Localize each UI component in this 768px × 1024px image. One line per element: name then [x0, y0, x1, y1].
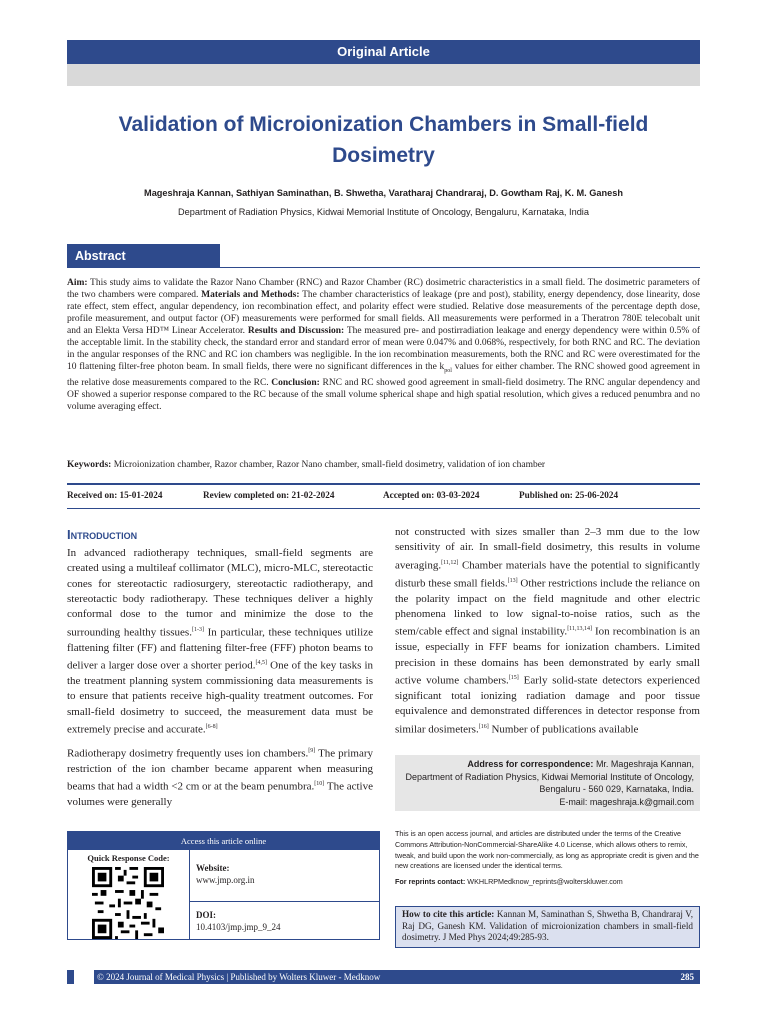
received-date: Received on: 15-01-2024: [67, 490, 163, 500]
intro-text: The active volumes were generally: [67, 781, 373, 809]
abstract-body: [67, 277, 700, 413]
header-grey-band: [67, 64, 700, 86]
access-box: [67, 831, 380, 940]
intro-text: Ion recombination is an issue, especially in FFF beams for ionization chambers. Limited precision in these domains has been demonstrated by early small active volume chambers.: [395, 626, 701, 687]
section-label: Original Article: [67, 40, 700, 64]
citation-box: [395, 906, 700, 948]
intro-text: One of the key tasks in the treatment planning system commissioning data measurements is to ensure that patients receive high-quality treatment outcomes. For small-field dosimetry to succeed, the measurement data must be extremely precise and accurate.: [67, 659, 373, 736]
reprints-email[interactable]: WKHLRPMedknow_reprints@wolterskluwer.com: [467, 877, 623, 887]
citation: [11,12]: [441, 559, 459, 566]
affiliation: Department of Radiation Physics, Kidwai Memorial Institute of Oncology, Bengaluru, Karnataka, India: [178, 207, 589, 217]
access-divider: [190, 901, 379, 902]
correspondence-line2: Bengaluru - 560 029, Karnataka, India.: [539, 784, 694, 794]
intro-text: Radiotherapy dosimetry frequently uses ion chambers.: [67, 747, 309, 760]
article-title: Validation of Microionization Chambers in Small-field Dosimetry: [118, 113, 649, 167]
results-label: Results and Discussion:: [247, 326, 345, 336]
citation: [16]: [478, 723, 489, 730]
methods-label: Materials and Methods:: [201, 290, 300, 300]
footer-copyright: © 2024 Journal of Medical Physics | Published by Wolters Kluwer - Medknow: [97, 972, 381, 982]
citation: [10]: [314, 781, 325, 788]
website-block: [196, 862, 255, 886]
intro-text: Number of publications available: [488, 723, 639, 736]
intro-text: Other restrictions include the reliance on the polarity impact on the field magnitude and other electric phenomena linked to low signal-to-noise ratios, such as the stem/cable effect and signal instability.: [395, 577, 700, 639]
footer-marker: [74, 970, 94, 984]
website-label: Website:: [196, 863, 230, 873]
citation: [6-8]: [205, 724, 218, 731]
conclusion-text: RNC and RC showed good agreement in small-field dosimetry. The RNC angular dependency and OF showed a superior response compared to the RC because of the small volume spherical shape and high spatial resolution, which gives a reduced penumbra and no volume averaging effect.: [67, 377, 701, 412]
aim-text: This study aims to validate the Razor Nano Chamber (RNC) and Razor Chamber (RC) dosimetric characteristics in a small field. The dosimetric parameters of the two chambers were compared.: [67, 278, 700, 300]
conclusion-label: Conclusion:: [271, 377, 320, 388]
review-date: Review completed on: 21-02-2024: [203, 490, 335, 500]
cite-text: Kannan M, Saminathan S, Shwetha B, Chandraraj V, Raj DG, Ganesh KM. Validation of microionization chambers in small-field dosimetry. J Med Phys 2024;49:285-93.: [402, 909, 693, 942]
abstract-heading: Abstract: [67, 244, 220, 268]
intro-paragraph-1: [67, 546, 373, 738]
dates-bar: [67, 483, 700, 509]
website-link[interactable]: www.jmp.org.in: [196, 875, 255, 885]
methods-text: The chamber characteristics of leakage (pre and post), stability, energy dependency, dose linearity, dose rate effect, stem effect, angular dependency, ion recombination effect, and polarity effect were studied. Relative dose measurements of the percentage depth dose, profile measurement, and output factor (OF) measurements were performed for small fields. All measurements were performed in a Theratron 780E telecobalt unit and an Elekta Versa HD™ Linear Accelerator.: [67, 290, 700, 336]
doi-link[interactable]: 10.4103/jmp.jmp_9_24: [196, 922, 281, 932]
intro-right-column: [395, 525, 700, 738]
intro-left-column: [67, 546, 373, 811]
license-text-block: [395, 829, 700, 888]
keywords-text: Microionization chamber, Razor chamber, Razor Nano chamber, small-field dosimetry, validation of ion chamber: [113, 460, 546, 470]
kpol-subscript: pol: [444, 367, 452, 374]
correspondence-name: Mr. Mageshraja Kannan,: [595, 759, 694, 769]
intro-text: Chamber materials have the potential to significantly disturb these small fields.: [395, 559, 700, 590]
doi-block: [196, 909, 281, 933]
citation: [1-3]: [191, 626, 204, 633]
footer-bar: [67, 970, 700, 984]
citation: [4,5]: [255, 660, 268, 667]
results-text-cont: values for either chamber. The RNC showed good agreement in the relative dose measurements compared to the RC.: [67, 362, 700, 388]
qr-label: Quick Response Code:: [87, 853, 170, 863]
intro-text: not constructed with sizes smaller than 2–3 mm due to the low sensitivity of air. In small-field dosimetry, this results in volume averaging.: [395, 526, 700, 572]
cite-label: How to cite this article:: [402, 909, 495, 919]
qr-cell: [68, 850, 190, 939]
page-number: 285: [680, 972, 694, 982]
intro-text: In advanced radiotherapy techniques, small-field segments are created using a multileaf collimator (MLC), micro-MLC, stereotactic cones for stereotactic radiosurgery, stereotactic radiotherapy, and stereotactic body radiotherapy. These techniques deliver a highly conformal dose to the tumor and minimize the dose to the surrounding healthy tissues.: [67, 547, 373, 639]
intro-text: In particular, these techniques utilize flattening filter (FF) and flattening filter-free (FFF) photon beams to deliver a larger dose over a shorter period.: [67, 626, 373, 672]
intro-text: The primary restriction of the ion chamber became apparent when measuring beams that had a width <2 cm or at the beam penumbra.: [67, 747, 373, 794]
citation: [11,13,14]: [567, 626, 592, 633]
author-list: Mageshraja Kannan, Sathiyan Saminathan, B. Shwetha, Varatharaj Chandraraj, D. Gowtham Raj, K. M. Ganesh: [144, 188, 623, 198]
access-heading: Access this article online: [68, 832, 379, 850]
keywords: [67, 460, 700, 470]
abstract-rule: [220, 267, 700, 268]
qr-code-icon[interactable]: [92, 867, 164, 939]
citation: [13]: [507, 577, 518, 584]
license-text: This is an open access journal, and articles are distributed under the terms of the Creative Commons Attribution-NonCommercial-ShareAlike 4.0 License, which allows others to remix, tweak, and build upon the work non-commercially, as long as appropriate credit is given and the new creations are licensed under the identical terms.: [395, 829, 699, 871]
introduction-heading: Introduction: [67, 527, 138, 542]
correspondence-line1: Department of Radiation Physics, Kidwai Memorial Institute of Oncology,: [405, 771, 694, 782]
aim-label: Aim:: [67, 278, 88, 288]
correspondence-email[interactable]: E-mail: mageshraja.k@gmail.com: [559, 796, 694, 807]
doi-label: DOI:: [196, 910, 216, 920]
accepted-date: Accepted on: 03-03-2024: [383, 490, 480, 500]
citation: [15]: [508, 675, 519, 682]
correspondence-box: [395, 755, 700, 811]
correspondence-label: Address for correspondence:: [467, 759, 594, 769]
results-text: The measured pre- and postirradiation leakage and energy dependency were within 0.5% of the acceptable limit. In the stability check, the standard error and standard error of mean were 0.047% and 0.068%, respectively, for both RNC and RC. The deviation in the angular responses of the RNC and RC ion chambers was negligible. In the ion recombination measurements, both the RNC and RC were overestimated for the 10 flattening filter-free photon beam. In small fields, there were no significant differences in the k: [67, 326, 701, 372]
keywords-label: Keywords:: [67, 460, 112, 470]
reprints-label: For reprints contact:: [395, 877, 466, 887]
intro-paragraph-2: [67, 744, 373, 811]
citation: [9]: [308, 748, 316, 755]
published-date: Published on: 25-06-2024: [519, 490, 619, 500]
intro-text: Early solid-state detectors experienced significant total ionizing radiation damage and poor tissue equivalence and demonstrated differences in detector response from similar dosimeters.: [395, 674, 700, 736]
